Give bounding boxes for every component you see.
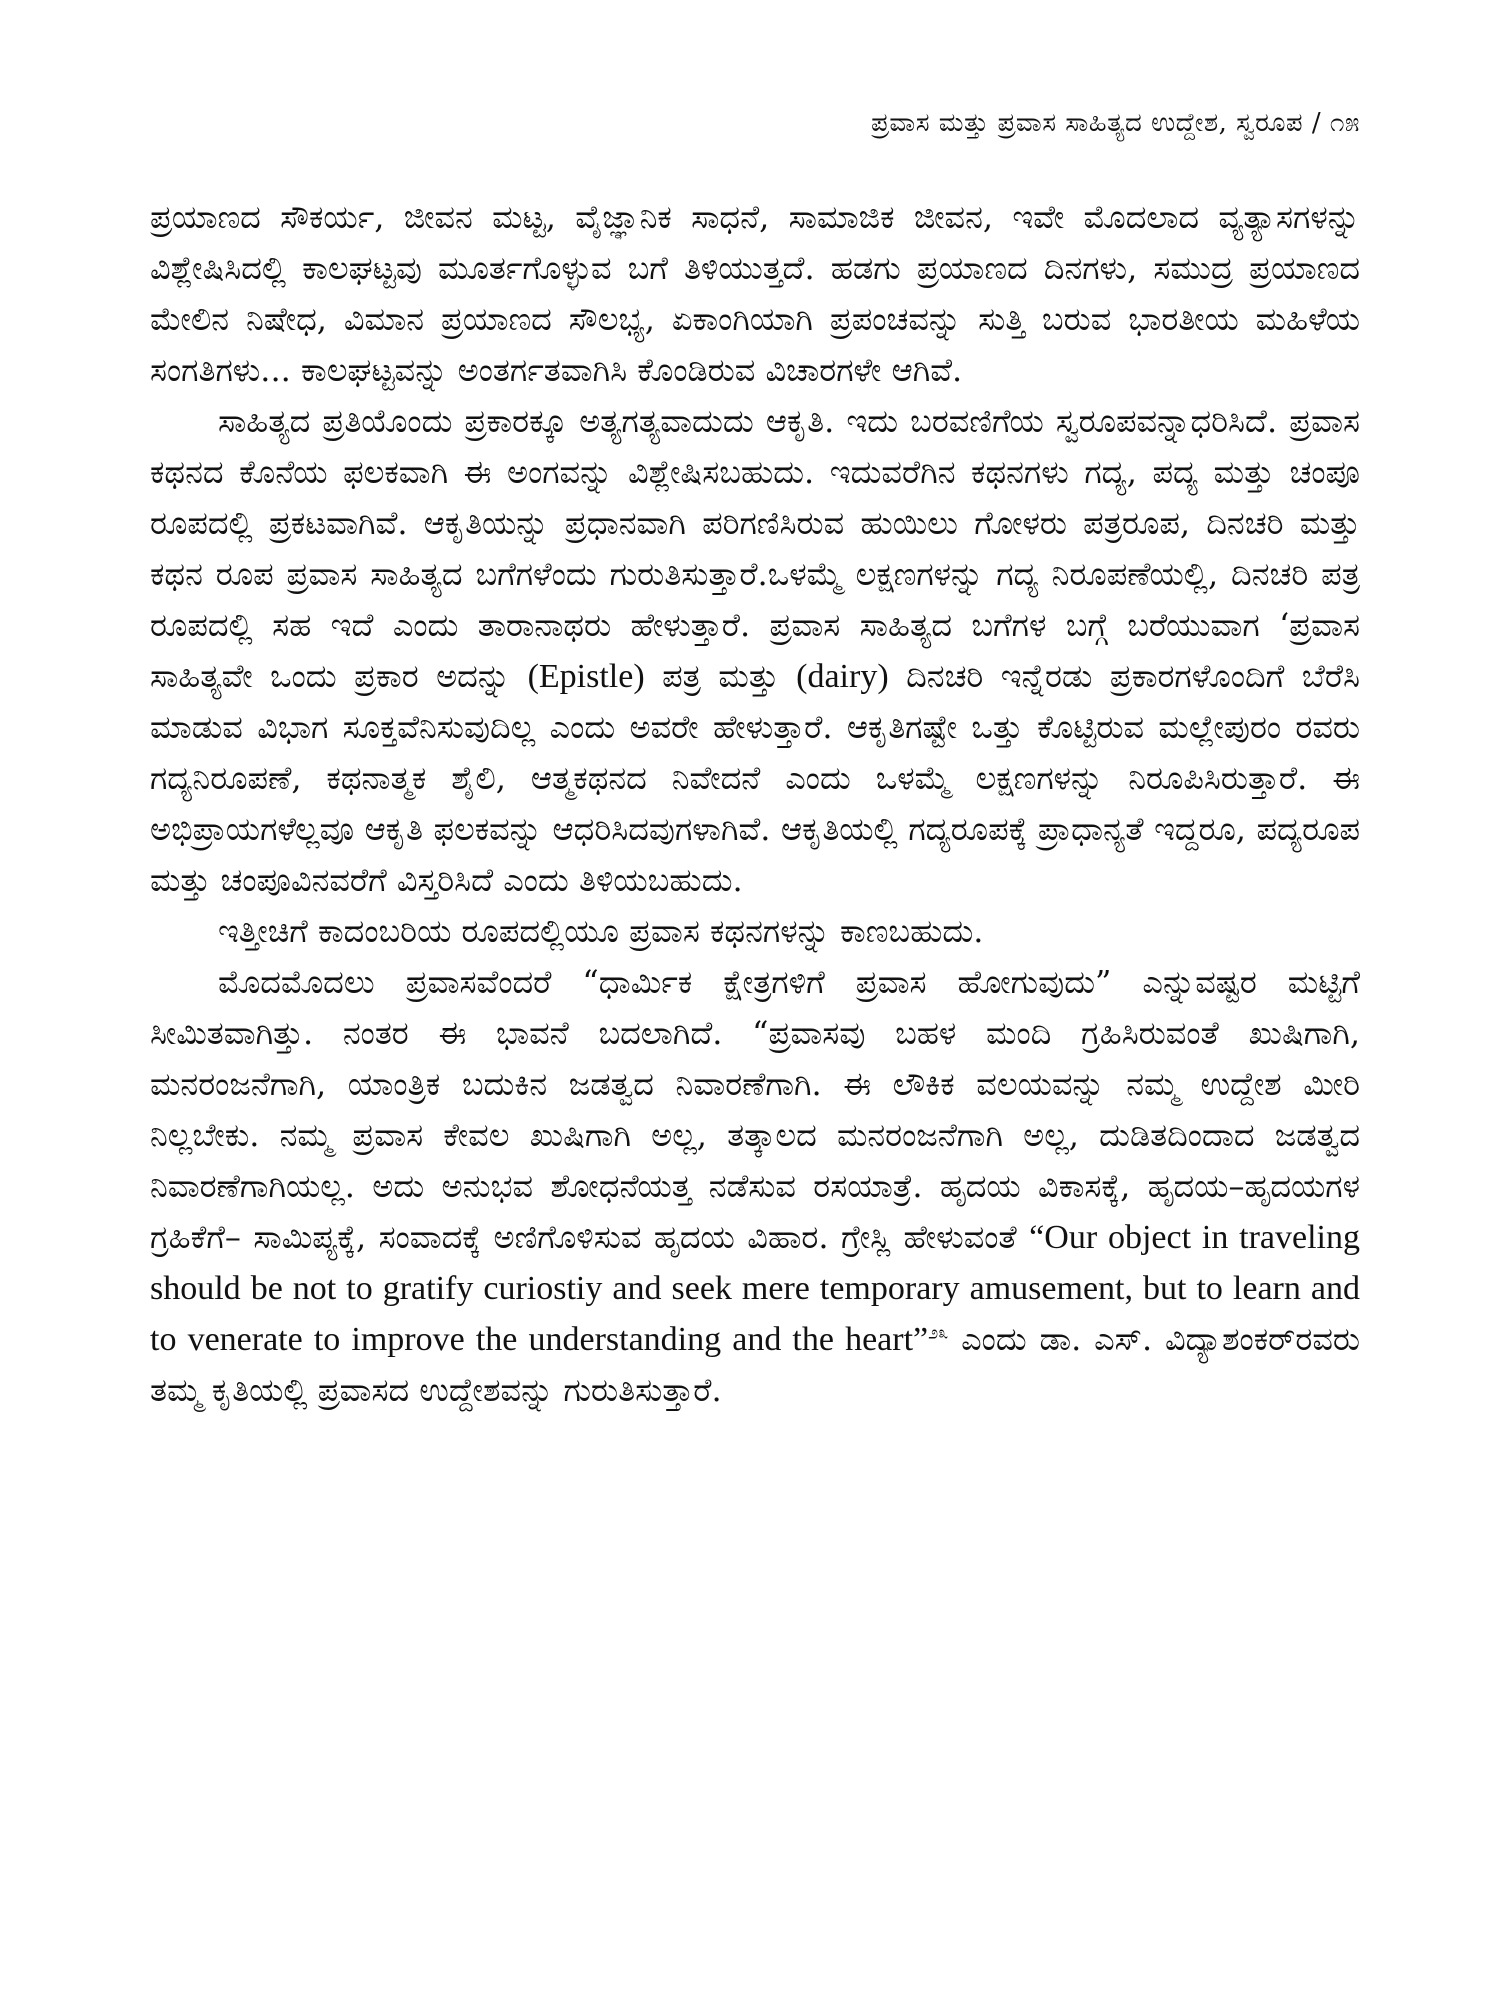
- paragraph-4-english-quote: “Our object in traveling should be not to gratify curiostiy and seek mere temporary amusement, but to learn and to venerate to improve the understanding and the heart”: [150, 1219, 1360, 1358]
- paragraph-2-english-epistle: (Epistle): [527, 658, 645, 695]
- paragraph-4-text-b: ಎಂದು ಡಾ. ಎಸ್. ವಿದ್ಯಾಶಂಕರ್‌ರವರು ತಮ್ಮ ಕೃತಿಯಲ್ಲಿ ಪ್ರವಾಸದ ಉದ್ದೇಶವನ್ನು ಗುರುತಿಸುತ್ತಾರೆ.: [150, 1320, 1360, 1409]
- paragraph-4-text-a: ಮೊದಮೊದಲು ಪ್ರವಾಸವೆಂದರೆ “ಧಾರ್ಮಿಕ ಕ್ಷೇತ್ರಗಳಿಗೆ ಪ್ರವಾಸ ಹೋಗುವುದು” ಎನ್ನುವಷ್ಟರ ಮಟ್ಟಿಗೆ ಸೀಮಿತವಾಗಿತ್ತು. ನಂತರ ಈ ಭಾವನೆ ಬದಲಾಗಿದೆ. “ಪ್ರವಾಸವು ಬಹಳ ಮಂದಿ ಗ್ರಹಿಸಿರುವಂತೆ ಖುಷಿಗಾಗಿ, ಮನರಂಜನೆಗಾಗಿ, ಯಾಂತ್ರಿಕ ಬದುಕಿನ ಜಡತ್ವದ ನಿವಾರಣೆಗಾಗಿ. ಈ ಲೌಕಿಕ ವಲಯವನ್ನು ನಮ್ಮ ಉದ್ದೇಶ ಮೀರಿ ನಿಲ್ಲಬೇಕು. ನಮ್ಮ ಪ್ರವಾಸ ಕೇವಲ ಖುಷಿಗಾಗಿ ಅಲ್ಲ, ತತ್ಕಾಲದ ಮನರಂಜನೆಗಾಗಿ ಅಲ್ಲ, ದುಡಿತದಿಂದಾದ ಜಡತ್ವದ ನಿವಾರಣೆಗಾಗಿಯಲ್ಲ. ಅದು ಅನುಭವ ಶೋಧನೆಯತ್ತ ನಡೆಸುವ ರಸಯಾತ್ರೆ. ಹೃದಯ ವಿಕಾಸಕ್ಕೆ, ಹೃದಯ–ಹೃದಯಗಳ ಗ್ರಹಿಕೆಗೆ– ಸಾಮಿಪ್ಯಕ್ಕೆ, ಸಂವಾದಕ್ಕೆ ಅಣಿಗೊಳಿಸುವ ಹೃದಯ ವಿಹಾರ. ಗ್ರೇಸ್ಲಿ ಹೇಳುವಂತೆ: [150, 963, 1360, 1256]
- footnote-marker: ೨೩: [928, 1322, 949, 1344]
- paragraph-2-english-dairy: (dairy): [796, 658, 889, 695]
- paragraph-2-text-c: ದಿನಚರಿ ಇನ್ನೆರಡು ಪ್ರಕಾರಗಳೊಂದಿಗೆ ಬೆರೆಸಿ ಮಾಡುವ ವಿಭಾಗ ಸೂಕ್ತವೆನಿಸುವುದಿಲ್ಲ ಎಂದು ಅವರೇ ಹೇಳುತ್ತಾರೆ. ಆಕೃತಿಗಷ್ಟೇ ಒತ್ತು ಕೊಟ್ಟಿರುವ ಮಲ್ಲೇಪುರಂ ರವರು ಗದ್ಯನಿರೂಪಣೆ, ಕಥನಾತ್ಮಕ ಶೈಲಿ, ಆತ್ಮಕಥನದ ನಿವೇದನೆ ಎಂದು ಒಳಮ್ಮೆ ಲಕ್ಷಣಗಳನ್ನು ನಿರೂಪಿಸಿರುತ್ತಾರೆ. ಈ ಅಭಿಪ್ರಾಯಗಳೆಲ್ಲವೂ ಆಕೃತಿ ಫಲಕವನ್ನು ಆಧರಿಸಿದವುಗಳಾಗಿವೆ. ಆಕೃತಿಯಲ್ಲಿ ಗದ್ಯರೂಪಕ್ಕೆ ಪ್ರಾಧಾನ್ಯತೆ ಇದ್ದರೂ, ಪದ್ಯರೂಪ ಮತ್ತು ಚಂಪೂವಿನವರೆಗೆ ವಿಸ್ತರಿಸಿದೆ ಎಂದು ತಿಳಿಯಬಹುದು.: [150, 657, 1361, 899]
- running-header: ಪ್ರವಾಸ ಮತ್ತು ಪ್ರವಾಸ ಸಾಹಿತ್ಯದ ಉದ್ದೇಶ, ಸ್ವರೂಪ / ೧೫: [871, 108, 1360, 138]
- paragraph-3: ಇತ್ತೀಚಿಗೆ ಕಾದಂಬರಿಯ ರೂಪದಲ್ಲಿಯೂ ಪ್ರವಾಸ ಕಥನಗಳನ್ನು ಕಾಣಬಹುದು.: [218, 912, 984, 950]
- paragraph-4: [150, 957, 1360, 1416]
- paragraph-2-text-b: ಪತ್ರ ಮತ್ತು: [662, 657, 779, 695]
- paragraph-2: [150, 396, 1360, 906]
- paragraph-2-text-a: ಸಾಹಿತ್ಯದ ಪ್ರತಿಯೊಂದು ಪ್ರಕಾರಕ್ಕೂ ಅತ್ಯಗತ್ಯವಾದುದು ಆಕೃತಿ. ಇದು ಬರವಣಿಗೆಯ ಸ್ವರೂಪವನ್ನಾಧರಿಸಿದೆ. ಪ್ರವಾಸ ಕಥನದ ಕೊನೆಯ ಫಲಕವಾಗಿ ಈ ಅಂಗವನ್ನು ವಿಶ್ಲೇಷಿಸಬಹುದು. ಇದುವರೆಗಿನ ಕಥನಗಳು ಗದ್ಯ, ಪದ್ಯ ಮತ್ತು ಚಂಪೂ ರೂಪದಲ್ಲಿ ಪ್ರಕಟವಾಗಿವೆ. ಆಕೃತಿಯನ್ನು ಪ್ರಧಾನವಾಗಿ ಪರಿಗಣಿಸಿರುವ ಹುಯಿಲು ಗೋಳರು ಪತ್ರರೂಪ, ದಿನಚರಿ ಮತ್ತು ಕಥನ ರೂಪ ಪ್ರವಾಸ ಸಾಹಿತ್ಯದ ಬಗೆಗಳೆಂದು ಗುರುತಿಸುತ್ತಾರೆ.ಒಳಮ್ಮೆ ಲಕ್ಷಣಗಳನ್ನು ಗದ್ಯ ನಿರೂಪಣೆಯಲ್ಲಿ, ದಿನಚರಿ ಪತ್ರ ರೂಪದಲ್ಲಿ ಸಹ ಇದೆ ಎಂದು ತಾರಾನಾಥರು ಹೇಳುತ್ತಾರೆ. ಪ್ರವಾಸ ಸಾಹಿತ್ಯದ ಬಗೆಗಳ ಬಗ್ಗೆ ಬರೆಯುವಾಗ ‘ಪ್ರವಾಸ ಸಾಹಿತ್ಯವೇ ಒಂದು ಪ್ರಕಾರ ಅದನ್ನು: [150, 402, 1360, 695]
- paragraph-1: ಪ್ರಯಾಣದ ಸೌಕರ್ಯ, ಜೀವನ ಮಟ್ಟ, ವೈಜ್ಞಾನಿಕ ಸಾಧನೆ, ಸಾಮಾಜಿಕ ಜೀವನ, ಇವೇ ಮೊದಲಾದ ವ್ಯತ್ಯಾಸಗಳನ್ನು ವಿಶ್ಲೇಷಿಸಿದಲ್ಲಿ ಕಾಲಘಟ್ಟವು ಮೂರ್ತಗೊಳ್ಳುವ ಬಗೆ ತಿಳಿಯುತ್ತದೆ. ಹಡಗು ಪ್ರಯಾಣದ ದಿನಗಳು, ಸಮುದ್ರ ಪ್ರಯಾಣದ ಮೇಲಿನ ನಿಷೇಧ, ವಿಮಾನ ಪ್ರಯಾಣದ ಸೌಲಭ್ಯ, ಏಕಾಂಗಿಯಾಗಿ ಪ್ರಪಂಚವನ್ನು ಸುತ್ತಿ ಬರುವ ಭಾರತೀಯ ಮಹಿಳೆಯ ಸಂಗತಿಗಳು... ಕಾಲಘಟ್ಟವನ್ನು ಅಂತರ್ಗತವಾಗಿಸಿ ಕೊಂಡಿರುವ ವಿಚಾರಗಳೇ ಆಗಿವೆ.: [150, 198, 1360, 389]
- body-text: [150, 192, 1360, 1416]
